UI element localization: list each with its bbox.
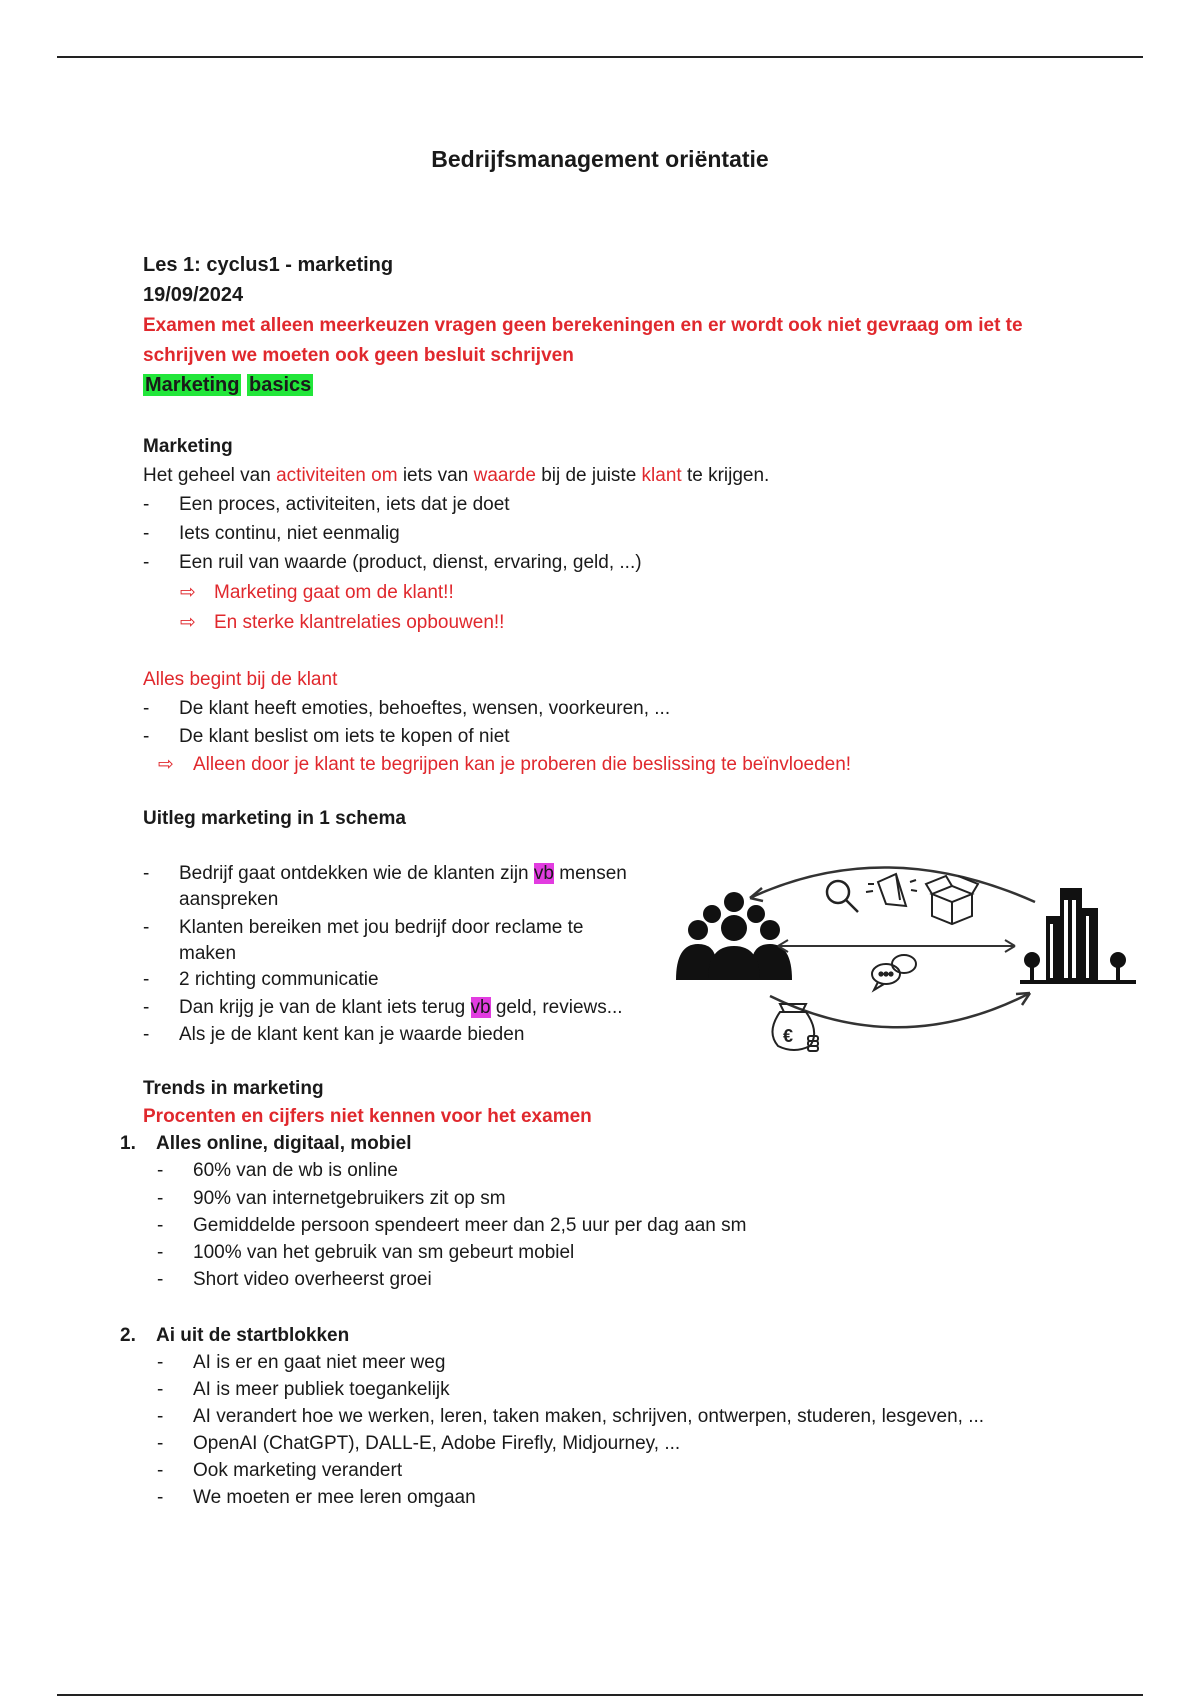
bullet-dash: - — [157, 1188, 164, 1209]
document-title: Bedrijfsmanagement oriëntatie — [431, 146, 769, 172]
arrow-icon: ⇨ — [180, 612, 196, 633]
arrow-item — [158, 753, 851, 776]
exam-note-line-1: Examen met alleen meerkeuzen vragen geen berekeningen en er wordt ook niet gevraag om iet te — [143, 315, 1023, 336]
list-item: Ook marketing verandert — [193, 1460, 403, 1481]
arrow-item — [180, 581, 454, 604]
basics-word-2: basics — [249, 374, 312, 396]
marketing-definition — [143, 465, 769, 487]
list-item-text: Bedrijf gaat ontdekken wie de klanten zijn — [179, 863, 534, 884]
arrow-icon: ⇨ — [158, 754, 174, 775]
trends-exam-note: Procenten en cijfers niet kennen voor het examen — [143, 1106, 592, 1127]
list-item: AI is er en gaat niet meer weg — [193, 1352, 446, 1373]
top-rule — [57, 56, 1143, 58]
definition-red-3: klant — [641, 465, 682, 486]
basics-word-1: Marketing — [145, 374, 240, 396]
bullet-dash: - — [143, 494, 150, 515]
section-number: 2. — [120, 1325, 136, 1346]
list-item: Een ruil van waarde (product, dienst, ervaring, geld, ...) — [179, 552, 642, 573]
section-title-text: Alles online, digitaal, mobiel — [156, 1133, 412, 1154]
definition-part-2: iets van — [397, 465, 474, 486]
list-item: Short video overheerst groei — [193, 1269, 432, 1290]
list-item: Een proces, activiteiten, iets dat je doet — [179, 494, 510, 515]
bullet-dash: - — [143, 1024, 150, 1045]
definition-part-4: te krijgen. — [681, 465, 770, 486]
list-item: 60% van de wb is online — [193, 1160, 398, 1181]
bullet-dash: - — [143, 698, 150, 719]
buildings-icon — [1020, 888, 1136, 984]
bullet-dash: - — [143, 552, 150, 573]
definition-red-1: activiteiten om — [276, 465, 398, 486]
definition-part-3: bij de juiste — [535, 465, 642, 486]
list-item: 100% van het gebruik van sm gebeurt mobiel — [193, 1242, 575, 1263]
list-item: OpenAI (ChatGPT), DALL-E, Adobe Firefly, Midjourney, ... — [193, 1433, 681, 1454]
marketing-basics-heading — [143, 374, 313, 397]
list-item: Als je de klant kent kan je waarde bieden — [179, 1024, 525, 1045]
arrow-item-text: Marketing gaat om de klant!! — [214, 582, 454, 603]
bullet-dash: - — [143, 969, 150, 990]
bullet-dash: - — [143, 726, 150, 747]
list-item: AI verandert hoe we werken, leren, taken maken, schrijven, ontwerpen, studeren, lesgeven, ... — [193, 1406, 985, 1427]
lesson-date: 19/09/2024 — [143, 284, 244, 306]
list-item — [179, 863, 627, 885]
definition-red-2: waarde — [473, 465, 536, 486]
schema-heading: Uitleg marketing in 1 schema — [143, 808, 406, 829]
bullet-dash: - — [157, 1460, 164, 1481]
marketing-heading: Marketing — [143, 436, 233, 457]
arrow-item-text: Alleen door je klant te begrijpen kan je proberen die beslissing te beïnvloeden! — [193, 754, 852, 775]
bullet-dash: - — [157, 1215, 164, 1236]
trend-section-title — [120, 1133, 412, 1155]
megaphone-icon — [866, 874, 917, 906]
klant-heading: Alles begint bij de klant — [143, 669, 338, 690]
speech-bubbles-icon — [872, 955, 916, 990]
list-item: Gemiddelde persoon spendeert meer dan 2,5 uur per dag aan sm — [193, 1215, 747, 1236]
bullet-dash: - — [157, 1269, 164, 1290]
top-curve-arrow — [750, 867, 1035, 902]
list-item: Klanten bereiken met jou bedrijf door reclame te — [179, 917, 584, 938]
bullet-dash: - — [157, 1352, 164, 1373]
arrow-item — [180, 611, 504, 634]
list-item: Iets continu, niet eenmalig — [179, 523, 400, 544]
section-number: 1. — [120, 1133, 136, 1154]
definition-part-1: Het geheel van — [143, 465, 277, 486]
bullet-dash: - — [157, 1242, 164, 1263]
bullet-dash: - — [143, 917, 150, 938]
bullet-dash: - — [157, 1406, 164, 1427]
highlight-vb: vb — [533, 863, 554, 884]
list-item: 90% van internetgebruikers zit op sm — [193, 1188, 506, 1209]
list-item: We moeten er mee leren omgaan — [193, 1487, 476, 1508]
list-item — [179, 997, 623, 1019]
list-item-continuation: aanspreken — [179, 889, 279, 910]
bullet-dash: - — [157, 1487, 164, 1508]
box-icon — [926, 876, 978, 924]
trends-heading: Trends in marketing — [143, 1078, 324, 1099]
list-item: AI is meer publiek toegankelijk — [193, 1379, 450, 1400]
arrow-item-text: En sterke klantrelaties opbouwen!! — [214, 612, 505, 633]
lesson-heading: Les 1: cyclus1 - marketing — [143, 254, 394, 276]
list-item: De klant heeft emoties, behoeftes, wensen, voorkeuren, ... — [179, 698, 671, 719]
people-icon — [676, 892, 792, 980]
bottom-rule — [57, 1694, 1143, 1696]
magnifier-icon — [827, 881, 858, 912]
trend-section-title — [120, 1325, 349, 1347]
bottom-curve-arrow — [770, 993, 1030, 1027]
bullet-dash: - — [143, 997, 150, 1018]
list-item-text: Dan krijg je van de klant iets terug — [179, 997, 471, 1018]
bullet-dash: - — [143, 863, 150, 884]
arrow-icon: ⇨ — [180, 582, 196, 603]
bullet-dash: - — [157, 1379, 164, 1400]
highlight-vb: vb — [470, 997, 491, 1018]
list-item-continuation: maken — [179, 943, 237, 964]
bullet-dash: - — [157, 1433, 164, 1454]
list-item-text: mensen — [553, 863, 627, 884]
money-bag-icon — [772, 1004, 818, 1051]
marketing-schema-diagram — [670, 860, 1140, 1060]
bullet-dash: - — [143, 523, 150, 544]
euro-symbol: € — [783, 1026, 794, 1046]
exam-note-line-2: schrijven we moeten ook geen besluit schrijven — [143, 345, 574, 366]
bullet-dash: - — [157, 1160, 164, 1181]
list-item: 2 richting communicatie — [179, 969, 379, 990]
section-title-text: Ai uit de startblokken — [156, 1325, 350, 1346]
list-item: De klant beslist om iets te kopen of niet — [179, 726, 510, 747]
list-item-text: geld, reviews... — [490, 997, 623, 1018]
